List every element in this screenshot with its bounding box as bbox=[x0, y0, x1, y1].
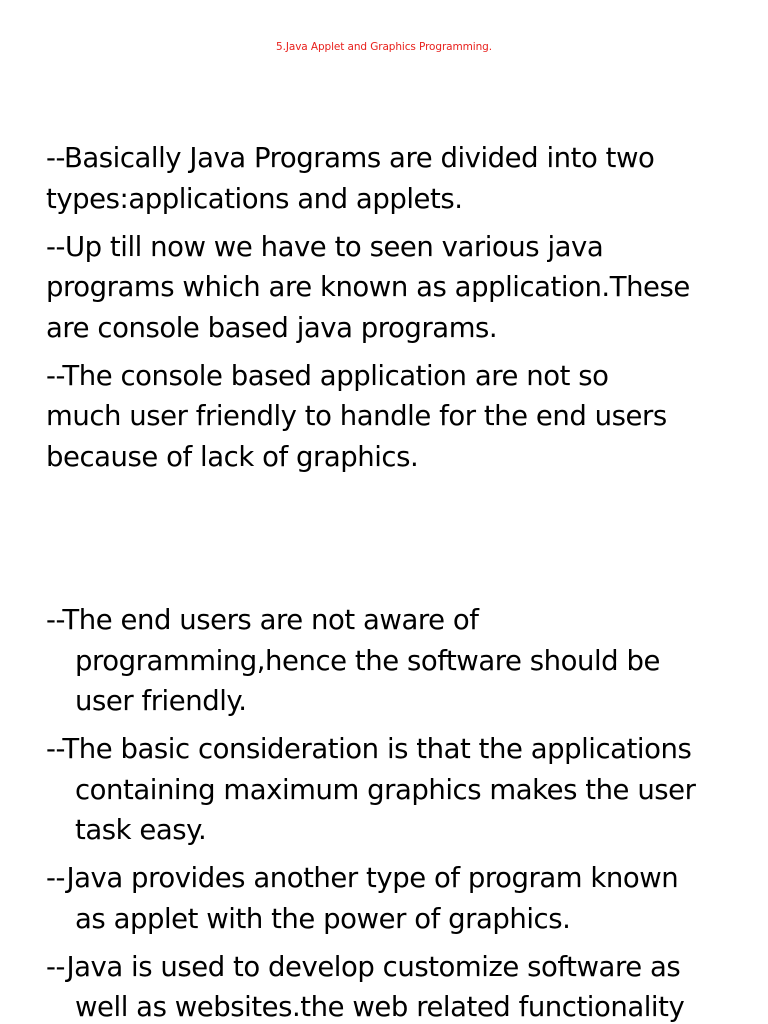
text-line: programs which are known as application.These bbox=[46, 271, 690, 303]
text-line: --The console based application are not so bbox=[46, 359, 609, 392]
text-line: user friendly. bbox=[75, 685, 247, 717]
paragraph bbox=[46, 729, 746, 851]
paragraph bbox=[46, 227, 746, 349]
paragraph bbox=[46, 600, 746, 722]
paragraph bbox=[46, 138, 746, 219]
text-line: --Up till now we have to seen various java bbox=[46, 230, 604, 263]
text-line: are console based java programs. bbox=[46, 311, 498, 344]
section-intro bbox=[46, 138, 746, 485]
text-line: --Basically Java Programs are divided into two bbox=[46, 142, 655, 174]
text-line: containing maximum graphics makes the user bbox=[75, 773, 696, 806]
paragraph bbox=[46, 858, 746, 939]
text-line: well as websites.the web related functionality bbox=[75, 991, 685, 1023]
paragraph bbox=[46, 947, 746, 1024]
page-title: 5.Java Applet and Graphics Programming. bbox=[276, 41, 492, 53]
text-line: programming,hence the software should be bbox=[75, 644, 660, 677]
text-line: because of lack of graphics. bbox=[46, 440, 419, 473]
text-line: task easy. bbox=[75, 814, 207, 846]
text-line: much user friendly to handle for the end users bbox=[46, 400, 667, 432]
section-applets bbox=[46, 600, 746, 1024]
paragraph bbox=[46, 356, 746, 478]
text-line: --Java provides another type of program known bbox=[46, 862, 679, 894]
text-line: --The basic consideration is that the applications bbox=[46, 733, 692, 765]
text-line: --Java is used to develop customize software as bbox=[46, 950, 681, 983]
text-line: as applet with the power of graphics. bbox=[75, 902, 571, 935]
text-line: --The end users are not aware of bbox=[46, 604, 479, 636]
text-line: types:applications and applets. bbox=[46, 182, 463, 215]
